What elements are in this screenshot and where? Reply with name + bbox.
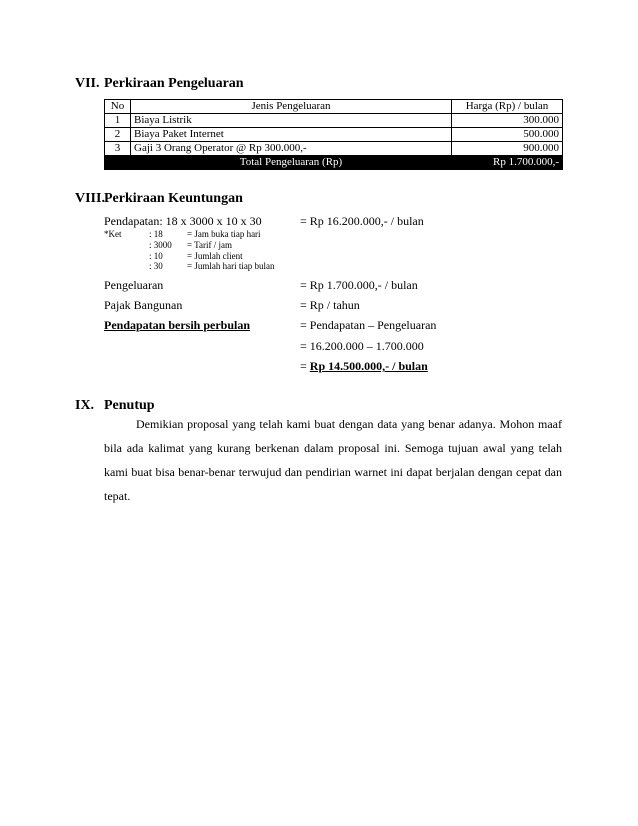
pajak-label: Pajak Bangunan: [104, 298, 183, 312]
row-no: 3: [105, 142, 131, 156]
pendapatan-label: Pendapatan: 18 x 3000 x 10 x 30: [104, 214, 262, 228]
header-harga: Harga (Rp) / bulan: [452, 100, 563, 114]
bersih-formula: = Pendapatan – Pengeluaran: [300, 318, 437, 332]
row-no: 1: [105, 114, 131, 128]
closing-paragraph-line: [104, 412, 562, 508]
row-jenis: Gaji 3 Orang Operator @ Rp 300.000,-: [131, 142, 452, 156]
row-jenis: Biaya Listrik: [131, 114, 452, 128]
bersih-label: Pendapatan bersih perbulan: [104, 318, 251, 332]
pajak-value: = Rp / tahun: [300, 298, 360, 312]
section-9-number: IX.: [75, 398, 95, 413]
ket-value: : 30: [149, 261, 163, 271]
closing-paragraph-block: [104, 412, 562, 508]
ket-desc: = Tarif / jam: [187, 240, 233, 250]
header-jenis: Jenis Pengeluaran: [131, 100, 452, 114]
total-value: Rp 1.700.000,-: [452, 156, 563, 170]
table-header-row: [105, 100, 563, 114]
ket-desc: = Jumlah hari tiap bulan: [187, 261, 275, 271]
pengeluaran-label: Pengeluaran: [104, 278, 164, 292]
section-8-number: VIII.: [75, 191, 105, 206]
ket-desc: = Jumlah client: [187, 251, 243, 261]
pengeluaran-value: = Rp 1.700.000,- / bulan: [300, 278, 418, 292]
ket-label: *Ket: [104, 229, 122, 239]
total-empty-cell: [105, 156, 131, 170]
ket-value: : 18: [149, 229, 163, 239]
row-no: 2: [105, 128, 131, 142]
row-harga: 500.000: [452, 128, 563, 142]
table-row: [105, 142, 563, 156]
closing-paragraph: Demikian proposal yang telah kami buat dengan data yang benar adanya. Mohon maaf bila ada kalimat yang kurang berkenan dalam proposal ini. Semoga tujuan awal yang telah kami buat bisa benar-benar terwujud dan pendirian warnet ini dapat berjalan dengan cepat dan tepat.: [104, 417, 562, 503]
section-9-title: Penutup: [104, 398, 155, 413]
table-row: [105, 128, 563, 142]
table-total-row: [105, 156, 563, 170]
table-row: [105, 114, 563, 128]
section-8-title: Perkiraan Keuntungan: [104, 191, 243, 206]
section-7-number: VII.: [75, 76, 100, 91]
ket-value: : 3000: [149, 240, 172, 250]
bersih-calc: = 16.200.000 – 1.700.000: [300, 339, 424, 353]
row-harga: 300.000: [452, 114, 563, 128]
section-7-title: Perkiraan Pengeluaran: [104, 76, 244, 91]
expense-table: [104, 99, 563, 170]
row-harga: 900.000: [452, 142, 563, 156]
ket-value: : 10: [149, 251, 163, 261]
pendapatan-value: = Rp 16.200.000,- / bulan: [300, 214, 424, 228]
bersih-result-line: [300, 359, 428, 374]
header-no: No: [105, 100, 131, 114]
ket-desc: = Jam buka tiap hari: [187, 229, 261, 239]
total-label: Total Pengeluaran (Rp): [131, 156, 452, 170]
bersih-result: Rp 14.500.000,- / bulan: [309, 359, 428, 373]
row-jenis: Biaya Paket Internet: [131, 128, 452, 142]
bersih-result-prefix: =: [300, 359, 310, 373]
